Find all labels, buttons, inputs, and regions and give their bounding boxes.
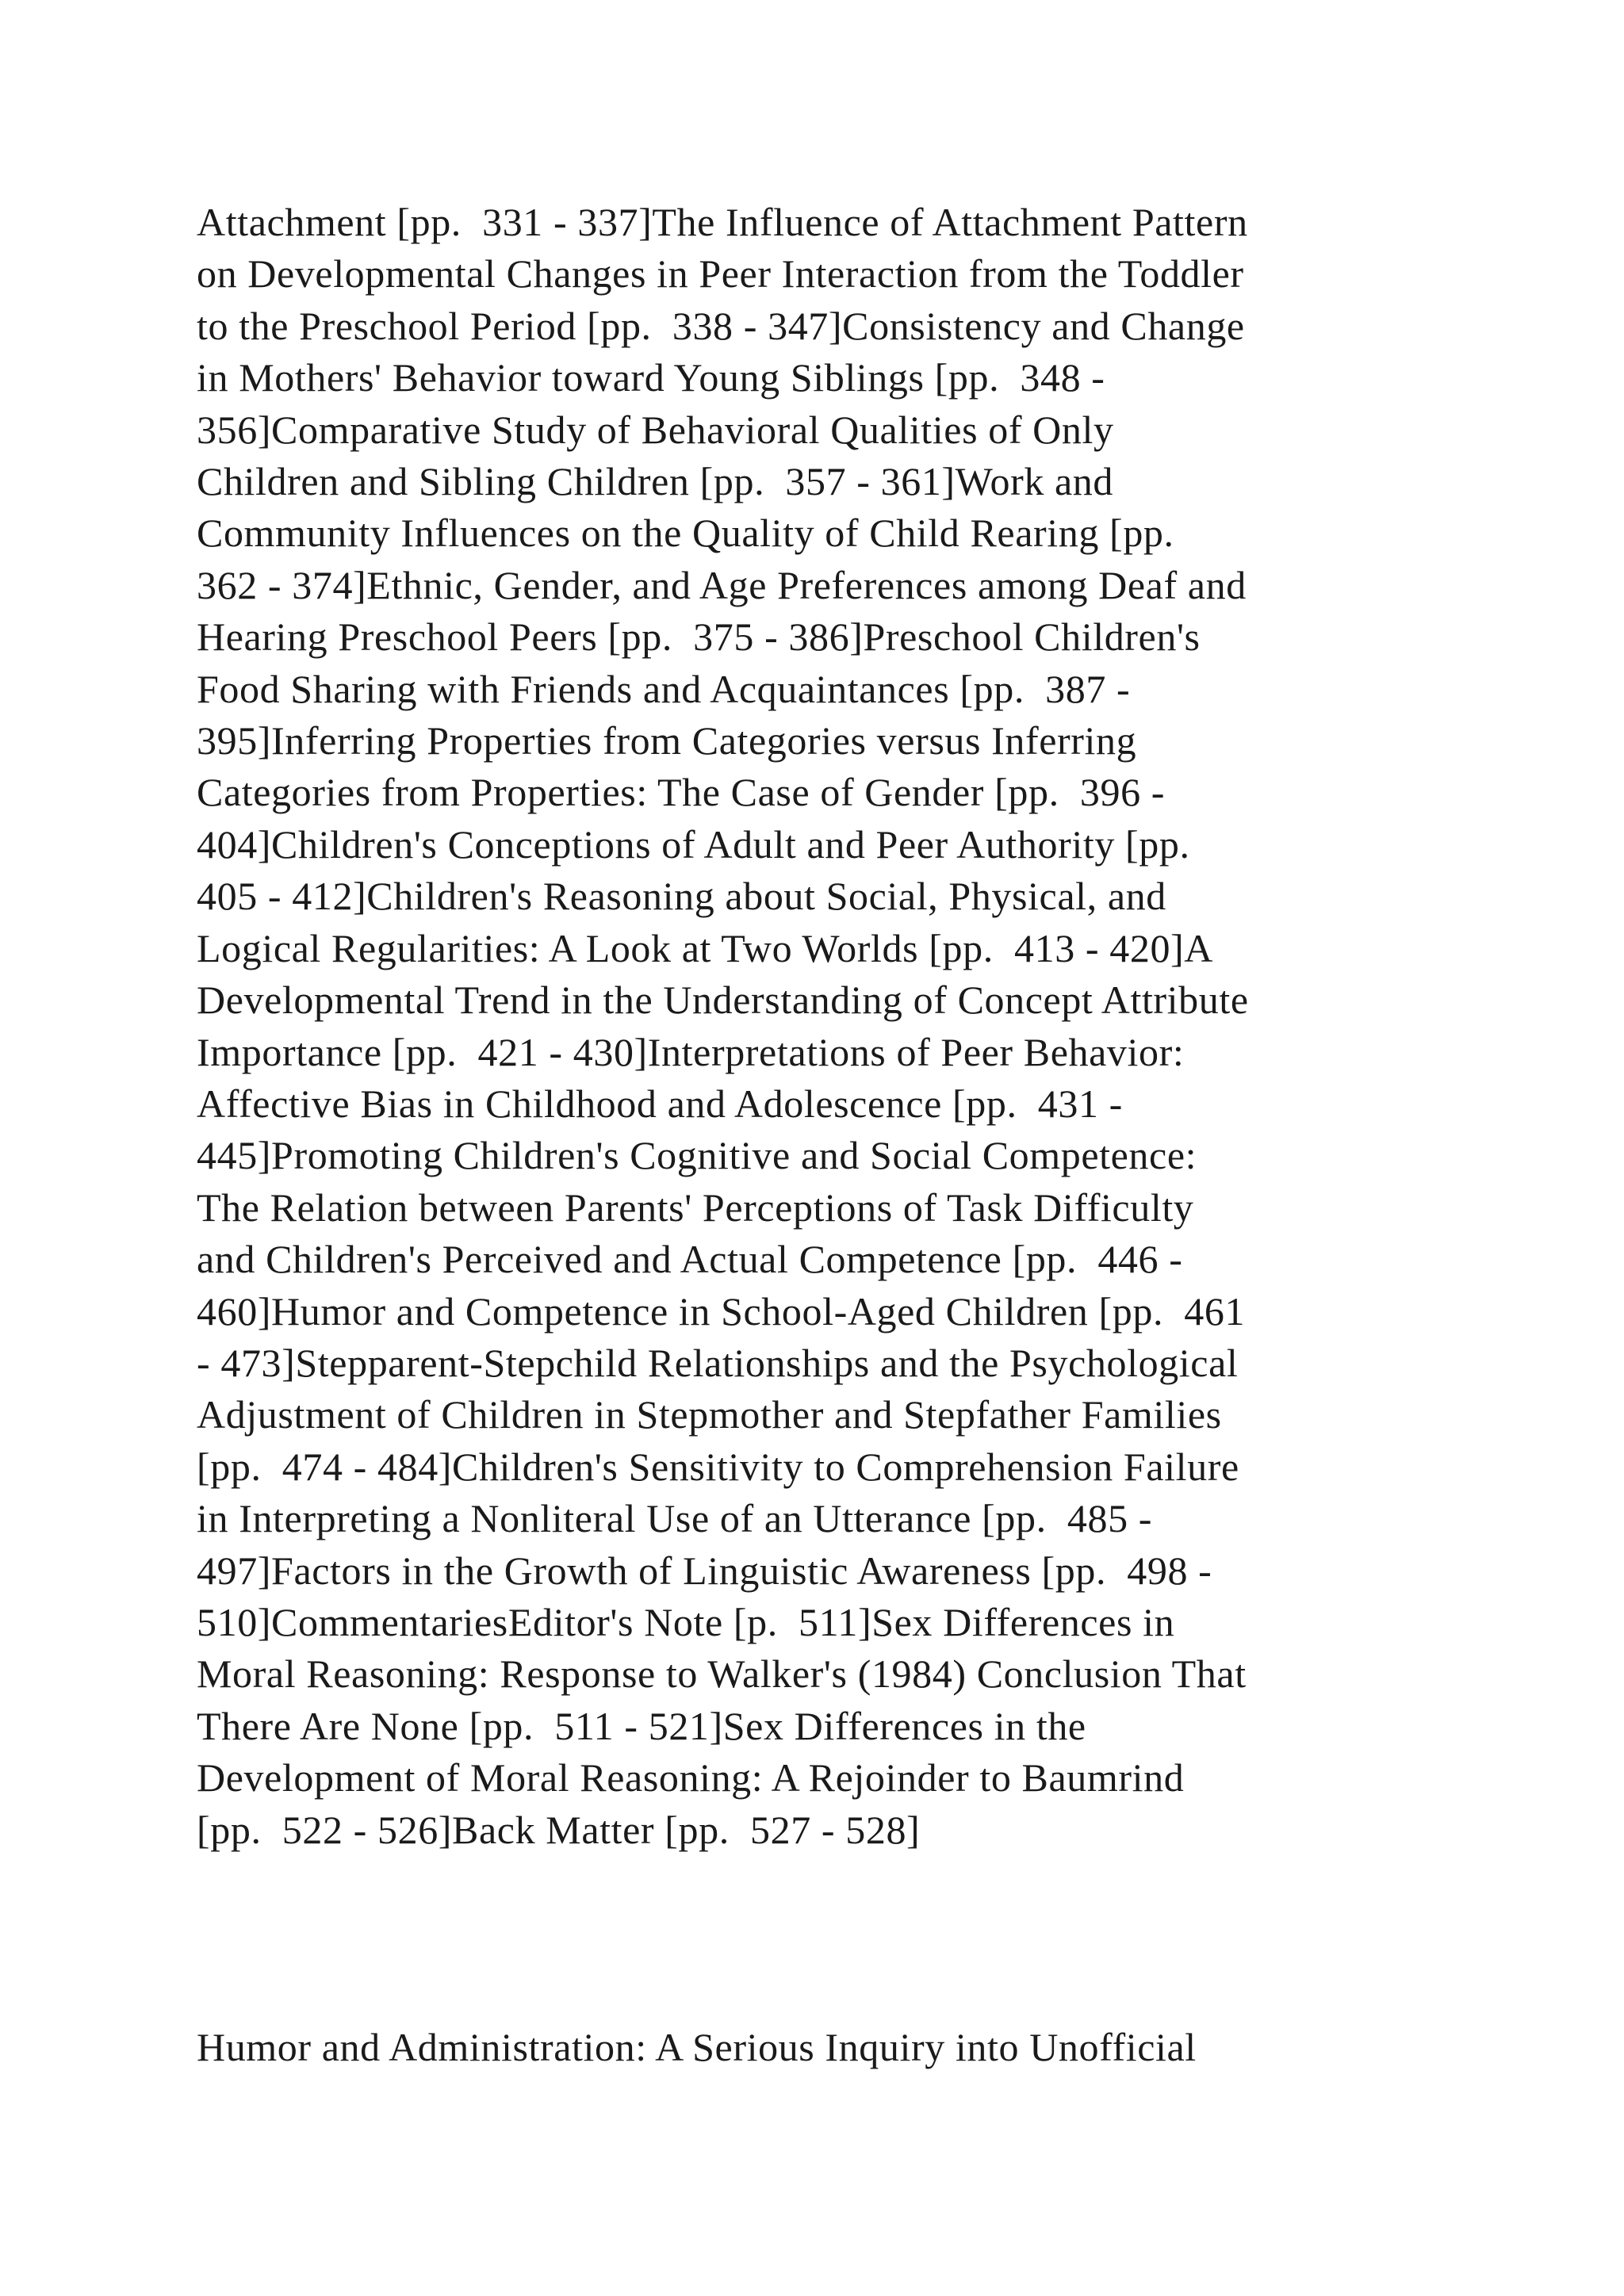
next-section-paragraph (197, 2022, 1465, 2073)
text-line: [pp. 522 - 526]Back Matter [pp. 527 - 528] (197, 1807, 921, 1852)
text-line: Food Sharing with Friends and Acquaintances [pp. 387 - (197, 666, 1131, 711)
text-line: Logical Regularities: A Look at Two Worlds [pp. 413 - 420]A (197, 925, 1214, 970)
text-line: 362 - 374]Ethnic, Gender, and Age Preferences among Deaf and (197, 562, 1247, 607)
text-line: Moral Reasoning: Response to Walker's (1984) Conclusion That (197, 1651, 1247, 1697)
text-line: and Children's Perceived and Actual Competence [pp. 446 - (197, 1237, 1183, 1282)
text-line: Developmental Trend in the Understanding of Concept Attribute (197, 978, 1249, 1023)
text-line: Affective Bias in Childhood and Adolescence [pp. 431 - (197, 1081, 1123, 1126)
text-line: 405 - 412]Children's Reasoning about Social, Physical, and (197, 874, 1166, 919)
text-line: 460]Humor and Competence in School-Aged Children [pp. 461 (197, 1288, 1246, 1334)
text-line: Categories from Properties: The Case of Gender [pp. 396 - (197, 770, 1166, 815)
text-line: 510]CommentariesEditor's Note [p. 511]Sex Differences in (197, 1599, 1175, 1644)
text-line: Humor and Administration: A Serious Inquiry into Unofficial (197, 2025, 1197, 2069)
text-line: Importance [pp. 421 - 430]Interpretations of Peer Behavior: (197, 1029, 1185, 1074)
text-line: Hearing Preschool Peers [pp. 375 - 386]Preschool Children's (197, 614, 1201, 660)
text-line: 445]Promoting Children's Cognitive and Social Competence: (197, 1133, 1197, 1178)
text-line: 395]Inferring Properties from Categories versus Inferring (197, 718, 1137, 763)
text-line: 356]Comparative Study of Behavioral Qualities of Only (197, 407, 1114, 452)
text-line: 497]Factors in the Growth of Linguistic Awareness [pp. 498 - (197, 1548, 1212, 1593)
text-line: Development of Moral Reasoning: A Rejoinder to Baumrind (197, 1755, 1185, 1800)
text-line: Children and Sibling Children [pp. 357 - 361]Work and (197, 459, 1114, 504)
text-line: in Mothers' Behavior toward Young Siblings [pp. 348 - (197, 355, 1105, 400)
text-line: in Interpreting a Nonliteral Use of an Utterance [pp. 485 - (197, 1496, 1153, 1541)
text-line: Adjustment of Children in Stepmother and Stepfather Families (197, 1392, 1222, 1437)
text-line: Community Influences on the Quality of Child Rearing [pp. (197, 511, 1174, 556)
text-line: - 473]Stepparent-Stepchild Relationships and the Psychological (197, 1340, 1239, 1385)
text-line: to the Preschool Period [pp. 338 - 347]Consistency and Change (197, 303, 1245, 348)
contents-paragraph (197, 197, 1465, 1856)
text-line: Attachment [pp. 331 - 337]The Influence of Attachment Pattern (197, 200, 1248, 244)
text-line: 404]Children's Conceptions of Adult and Peer Authority [pp. (197, 821, 1190, 867)
text-line: on Developmental Changes in Peer Interaction from the Toddler (197, 251, 1244, 297)
text-line: [pp. 474 - 484]Children's Sensitivity to Comprehension Failure (197, 1444, 1239, 1489)
text-line: There Are None [pp. 511 - 521]Sex Differences in the (197, 1703, 1086, 1748)
text-line: The Relation between Parents' Perceptions of Task Difficulty (197, 1184, 1194, 1230)
